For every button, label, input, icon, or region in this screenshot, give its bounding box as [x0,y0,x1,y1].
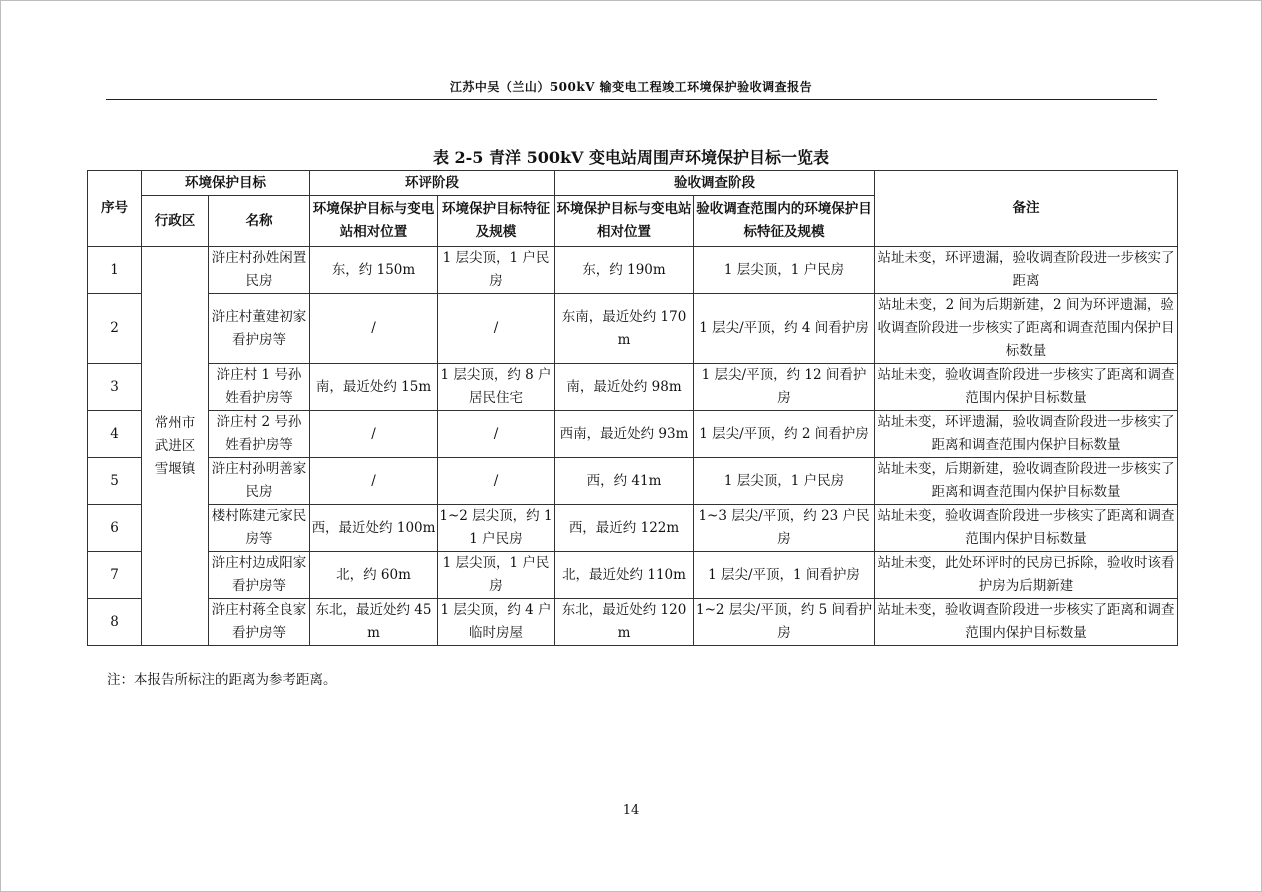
cell-remark: 站址未变，2 间为后期新建，2 间为环评遗漏，验收调查阶段进一步核实了距离和调查范围内保护目标数量 [875,294,1178,364]
cell-acc-position: 西，最近约 122m [555,505,694,552]
cell-name: 浒庄村 1 号孙姓看护房等 [209,364,310,411]
cell-eia-feature: 1 层尖顶，约 8 户居民住宅 [438,364,555,411]
header-eia-stage: 环评阶段 [310,171,555,196]
cell-eia-position: / [310,458,438,505]
header-eia-position: 环境保护目标与变电站相对位置 [310,196,438,247]
table-row [88,458,1178,505]
cell-acc-feature: 1 层尖/平顶，1 间看护房 [694,552,875,599]
cell-seq: 5 [88,458,142,505]
cell-eia-feature: 1 层尖顶，1 户民房 [438,247,555,294]
cell-eia-feature: 1~2 层尖顶，约 11 户民房 [438,505,555,552]
cell-eia-feature: / [438,411,555,458]
cell-remark: 站址未变，环评遗漏，验收调查阶段进一步核实了距离和调查范围内保护目标数量 [875,411,1178,458]
table-caption: 表 2-5 青洋 500kV 变电站周围声环境保护目标一览表 [432,148,830,167]
table-note: 注：本报告所标注的距离为参考距离。 [107,672,337,688]
cell-name: 浒庄村 2 号孙姓看护房等 [209,411,310,458]
cell-eia-feature: 1 层尖顶，1 户民房 [438,552,555,599]
cell-eia-feature: / [438,294,555,364]
header-acceptance-stage: 验收调查阶段 [555,171,875,196]
cell-eia-position: 北，约 60m [310,552,438,599]
cell-admin-region: 常州市武进区雪堰镇 [142,247,209,646]
cell-seq: 3 [88,364,142,411]
header-admin-region: 行政区 [142,196,209,247]
cell-seq: 6 [88,505,142,552]
cell-remark: 站址未变，验收调查阶段进一步核实了距离和调查范围内保护目标数量 [875,505,1178,552]
table-row [88,599,1178,646]
cell-eia-position: 东，约 150m [310,247,438,294]
cell-eia-position: 西，最近处约 100m [310,505,438,552]
header-seq: 序号 [88,171,142,247]
cell-acc-position: 南，最近处约 98m [555,364,694,411]
cell-acc-feature: 1 层尖顶，1 户民房 [694,247,875,294]
cell-acc-position: 东，约 190m [555,247,694,294]
cell-name: 浒庄村边成阳家看护房等 [209,552,310,599]
table-row [88,505,1178,552]
cell-acc-position: 西南，最近处约 93m [555,411,694,458]
running-header: 江苏中吴（兰山）500kV 输变电工程竣工环境保护验收调查报告 [449,80,813,94]
cell-remark: 站址未变，环评遗漏，验收调查阶段进一步核实了距离 [875,247,1178,294]
cell-acc-position: 东南，最近处约 170m [555,294,694,364]
cell-remark: 站址未变，验收调查阶段进一步核实了距离和调查范围内保护目标数量 [875,599,1178,646]
cell-seq: 1 [88,247,142,294]
cell-seq: 4 [88,411,142,458]
header-eia-feature: 环境保护目标特征及规模 [438,196,555,247]
cell-eia-position: / [310,294,438,364]
table-row [88,294,1178,364]
cell-remark: 站址未变，验收调查阶段进一步核实了距离和调查范围内保护目标数量 [875,364,1178,411]
cell-name: 浒庄村蒋全良家看护房等 [209,599,310,646]
header-target: 环境保护目标 [142,171,310,196]
cell-eia-position: 东北，最近处约 45m [310,599,438,646]
table-row [88,364,1178,411]
cell-name: 浒庄村董建初家看护房等 [209,294,310,364]
cell-eia-feature: 1 层尖顶，约 4 户临时房屋 [438,599,555,646]
cell-eia-position: / [310,411,438,458]
cell-seq: 7 [88,552,142,599]
cell-acc-feature: 1~2 层尖/平顶，约 5 间看护房 [694,599,875,646]
cell-acc-feature: 1~3 层尖/平顶，约 23 户民房 [694,505,875,552]
table-row [88,247,1178,294]
cell-remark: 站址未变，此处环评时的民房已拆除，验收时该看护房为后期新建 [875,552,1178,599]
cell-acc-feature: 1 层尖/平顶，约 4 间看护房 [694,294,875,364]
page-number: 14 [622,803,640,818]
protection-targets-table [87,170,1178,646]
cell-name: 浒庄村孙姓闲置民房 [209,247,310,294]
header-name: 名称 [209,196,310,247]
table-row [88,411,1178,458]
cell-acc-position: 西，约 41m [555,458,694,505]
cell-acc-feature: 1 层尖顶，1 户民房 [694,458,875,505]
header-remarks: 备注 [875,171,1178,247]
cell-remark: 站址未变，后期新建，验收调查阶段进一步核实了距离和调查范围内保护目标数量 [875,458,1178,505]
cell-name: 浒庄村孙明善家民房 [209,458,310,505]
cell-acc-feature: 1 层尖/平顶，约 12 间看护房 [694,364,875,411]
cell-eia-position: 南，最近处约 15m [310,364,438,411]
cell-name: 楼村陈建元家民房等 [209,505,310,552]
table-row [88,552,1178,599]
cell-seq: 8 [88,599,142,646]
cell-eia-feature: / [438,458,555,505]
header-rule [106,99,1157,100]
cell-acc-position: 东北，最近处约 120m [555,599,694,646]
cell-acc-feature: 1 层尖/平顶，约 2 间看护房 [694,411,875,458]
cell-acc-position: 北，最近处约 110m [555,552,694,599]
cell-seq: 2 [88,294,142,364]
header-acc-feature: 验收调查范围内的环境保护目标特征及规模 [694,196,875,247]
header-acc-position: 环境保护目标与变电站相对位置 [555,196,694,247]
